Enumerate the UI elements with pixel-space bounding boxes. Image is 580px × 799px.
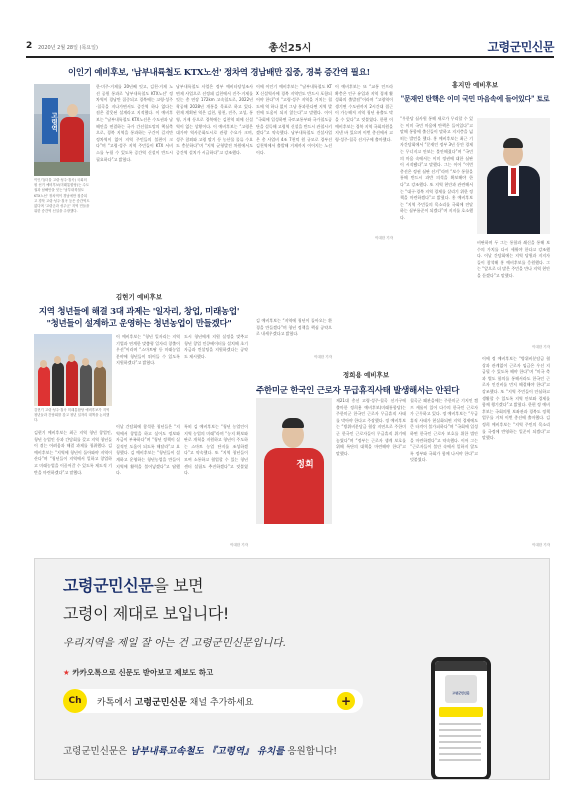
article1-photo xyxy=(34,84,90,176)
article1-headline: 이인기 예비후보, '남부내륙철도 KTX노선' 정차역 경남배만 집중, 경북 증간역 필요! xyxy=(68,68,370,78)
smartphone-image: 고령군민신문 xyxy=(431,657,491,780)
article4-column-1: 제21대 총선 고령·성주·칠곡 선거구에 출마한 정희용 예비후보(미래통합당)는 주한미군 한국인 근로자 무급휴직 사태를 막아야 한다고 주장했다. 정 예비후보는 “방위비분담금 협상 지연으로 주한미군 한국인 근로자들이 무급휴직 위기에 놓였다”며 “정부는 근로자 생계 보호를 위해 특단의 대책을 마련해야 한다”고 말했다. xyxy=(336,398,406,456)
article1-caption: 이인기(더불 고령·성주·칠곡) 국회의원 선거 예비후보(미래통합당)는 수도권과 남해안을 잇는 '남부내륙철도 KTX노선' 정차역이 경남에만 집중되고 경북 고령·성주·칠곡 등은 증간역도 없다며 '고령군과 성주군' 지역 민들을 위한 증간역 신설을 주장했다. xyxy=(34,178,90,214)
article4-headline: 주한미군 한국인 근로자 무급휴직사태 발생해서는 안된다 xyxy=(256,386,460,396)
add-channel-icon[interactable]: + xyxy=(337,692,355,710)
article1-column-1: 한·미주·거제를 20년째 잇고, 김천·거제 노선 공원 통과로 '남부내륙철도 KTX노선' 정차역이 경남만 집중되고 경북에는 고령·성주·칠곡을 지나가면서도 증간역 하나 없다는 점은 잘못된 설계라고 지적했다. 이 예비후보는 “남부내륙철도 KTX노선은 수도권과 남해안을 연결하는 국가 간선철도망의 핵심축으로, 경북 지역을 통과하는 구간이 길지만 정차역이 없어 지역 주민들의 불편이 크다”며 “고령·성주 지역 주민들이 KTX 서비스를 누릴 수 있도록 증간역 신설이 반드시 필요하다”고 밝혔다. xyxy=(96,84,173,162)
star-icon: ★ xyxy=(63,668,70,677)
article3-column-2: 도시 청년에게 지원 실정을 맞추고 청년 창업 인큐베이터를 설치해 초기 자금과 컨설팅을 지원하겠다는 공약도 제시했다. xyxy=(184,334,248,359)
article3-column-5: 김 예비후보는 “지역에 청년이 돌아오는 환경을 만들겠다”며 청년 정책을 핵심 공약으로 내세우겠다고 밝혔다. xyxy=(256,318,332,337)
ad-kakao-line: ★ 카카오톡으로 신문도 받아보고 제보도 하고 xyxy=(63,668,214,677)
kakao-channel-text: 카톡에서 고령군민신문 채널 추가하세요 xyxy=(97,698,254,708)
article2-byline: 이대한 기자 xyxy=(531,345,550,349)
article3-column-3: 이날 간담회에 참석한 청년들은 “지역에서 창업을 하고 싶어도 정보와 자금이 부족하다”며 “청년 정책이 실질적인 도움이 되도록 해달라”고 요청했다. 김 예비후보는 “청년들이 설계하고 운영하는 청년농업을 만들어 지역에 활력을 불어넣겠다”고 답했다. xyxy=(116,424,180,476)
article3-kicker: 김현기 예비후보 xyxy=(115,293,163,301)
station-sign: 고령역 xyxy=(42,98,58,144)
article3-column-4: 특히 김 예비후보는 “청년 농업인이 지역 농업의 미래”라며 “농지 확보와 판로 개척을 지원하고 청년이 주도하는 스마트 농업 단지를 조성하겠다”고 약속했다. 또 “지역 청년들이 모여 소통하고 협업할 수 있는 청년센터 설립도 추진하겠다”고 덧붙였다. xyxy=(184,424,248,476)
article3-group-photo xyxy=(34,334,112,406)
issue-date: 2020년 2월 28일 (목요일) xyxy=(38,45,98,51)
ad-headline-1: 고령군민신문을 보면 xyxy=(63,576,204,595)
article2-column-1: “우한당 심사원 통해 새로가 무리할 수 있는 이미 국민 마음에 탄핵은 들어있다”고 말해 통합에 출신들이 말하고 지지층을 넓히는 발언을 했다. 홍 예비후보는 최근 기자간담회에서 “문재인 정부 3년 동안 경제는 무너지고 안보는 불안해졌다”며 “국민의 마음 속에서는 이미 정권에 대한 심판이 시작됐다”고 말했다. 그는 이어 “이번 총선은 정권 심판 선거”라며 “보수 통합을 통해 반드시 과반 의석을 확보해야 한다”고 강조했다. 또 지역 현안과 관련해서는 “대구·경북 지역 경제를 살리기 위한 정책을 마련하겠다”고 밝혔다. 홍 예비후보는 “지역 주민들의 목소리를 국회에 전달하는 심부름꾼이 되겠다”며 지지를 호소했다. xyxy=(400,116,473,220)
article4-column-3: 이에 정 예비후보는 “방위비분담금 협상과 관계없이 근로자 임금은 우선 지급될 수 있도록 해야 한다”며 “미국 측과 별도 합의를 통해서라도 한국인 근로자 인건비를 먼저 해결해야 한다”고 강조했다. 또 “지역 주민들이 안심하고 생활할 수 있도록 지역 안보와 경제를 함께 챙기겠다”고 밝혔다. 한편 정 예비후보는 국회의원 보좌관과 경북도 정책 업무를 거쳐 이번 총선에 출마했다. 김정희 예비후보는 “지역 주민의 목소리를 국정에 반영하는 일꾼이 되겠다”고 말했다. xyxy=(482,356,550,441)
ad-headline-2: 고령이 제대로 보입니다! xyxy=(63,604,229,623)
article3-caption: 김현기 고령·성주·칠곡 미래통합당 예비후보가 지역 청년들과 간담회를 갖고 청년 일자리 대책을 논의했다. xyxy=(34,408,110,422)
ad-subline: 우리지역을 제일 잘 아는 건 고령군민신문입니다. xyxy=(63,637,286,649)
article2-kicker: 홍지만 예비후보 xyxy=(451,81,499,89)
article3-headline: 지역 청년들에 해결 3대 과제는 '일자리, 창업, 미래농업' "청년들이 설계하고 운영하는 청년농업이 만들겠다" xyxy=(38,307,240,329)
article4-byline: 이대한 기자 xyxy=(531,543,550,547)
article1-column-2: 남부내륙철도 사업은 정부 예비타당성조사 면제 사업으로 선정돼 김천에서 진주·거제를 잇는 총 연장 172km 고속철도로, 2022년 착공해 2028년 개통을 목표로 하고 있다. 현재 계획된 역은 김천, 합천, 진주, 고성, 통영, 거제 등으로 경북에는 김천역 외에 신설역이 없는 상황이다. 이 예비후보는 “고령은 대가야 역사문화도시로 관광 수요가 크며, 성주 참외와 고령 딸기 등 농산물 물류 수요도 충분하다”며 “지역 균형발전 차원에서도 증간역 설치가 시급하다”고 강조했다. xyxy=(176,84,253,155)
article4-column-2: 칠곡군 왜관읍에는 주한미군 기지인 캠프 캐롤이 있어 다수의 한국인 근로자가 근무하고 있다. 정 예비후보는 “무급휴직 사태가 현실화되면 지역 경제에도 큰 타격이 불가피하다”며 “국회에 입성하면 한국인 근로자 보호를 위한 법안을 마련하겠다”고 약속했다. 이어 그는 “근로자들이 불안 속에서 일하지 않도록 정부와 국회가 함께 나서야 한다”고 덧붙였다. xyxy=(410,398,478,463)
article3-column-1: 이 예비후보는 “청년 일자리는 지역 기업과 연계한 맞춤형 일자리 창출이 우선”이라며 “스마트팜 등 미래농업 분야에 청년들이 뛰어들 수 있도록 지원하겠다”고 밝혔다. xyxy=(116,334,180,366)
candidate-name-sash: 정희 xyxy=(296,460,314,470)
article1-column-4: 이 예비후보는 또 “교통 인프라 확충은 인구 유입과 지역 경제 활성화의 출발점”이라며 “고령역이 생기면 수도권까지 2시간대 접근이 가능해져 지역 청년 유출도 막을 수 있다”고 덧붙였다. 한편 이 예비후보는 경북 지역 국회의원을 지낸 바 있으며 이번 총선에서 고령·성주·칠곡 선거구에 출마했다. xyxy=(335,84,393,142)
article2-photo xyxy=(477,118,550,234)
ad-footer: 고령군민신문은 남부내륙고속철도 『고령역』 유치를 응원합니다! xyxy=(63,746,338,757)
article2-column-2: 비판하며 두 그는 통합과 쇄신을 통해 보수의 가치를 다시 세워야 한다고 강조했다. 이날 간담회에는 지역 당원과 지지자들이 참석해 홍 예비후보를 응원했다. 그는 “앞으로 더 많은 주민을 만나 지역 현안을 듣겠다”고 말했다. xyxy=(477,240,550,278)
article4-photo xyxy=(256,398,332,524)
newspaper-advertisement xyxy=(34,558,550,780)
newspaper-logo: 고령군민신문 xyxy=(487,40,554,54)
page-header xyxy=(26,36,554,58)
article1-byline: 이대한 기자 xyxy=(374,236,393,240)
page-number: 2 xyxy=(26,41,33,51)
article1-column-3: 이에 이인기 예비후보는 “남부내륙철도 KTX 신설역사에 경북 지역민도 반드시 포함되어야 한다”며 “고령·성주 지역을 거치는 철도에 역 하나 없이 그냥 통과한다면 지역 발전에 도움이 되지 않는다”고 말했다. 이어 “국회에 입성하면 국토교통부와 국가철도공단을 설득해 고령역 신설을 반드시 관철시키겠다”고 약속했다. 남부내륙철도 건설사업은 총 사업비 4조 7천억 원 규모로 경부선 김천역에서 출발해 거제까지 이어지는 노선이다. xyxy=(256,84,332,155)
kakao-channel-icon: Ch xyxy=(63,689,87,713)
article3-column-0: 김현기 예비후보는 최근 지역 청년 창업인, 청년 농업인 등과 간담회를 갖고 지역 청년들이 겪는 어려움과 해결 과제를 청취했다. 김 예비후보는 “지역에 청년이 돌아와야 지역이 산다”며 “청년들이 지역에서 일하고 창업하고 미래농업을 이끌어갈 수 있도록 제도적 기반을 마련하겠다”고 말했다. xyxy=(34,430,112,475)
section-title: 총선25시 xyxy=(268,43,312,54)
article3-byline-2: 이대한 기자 xyxy=(313,355,332,359)
article2-headline: "문재인 탄핵은 이미 국민 마음속에 들어있다" 토로 xyxy=(400,94,550,103)
article3-byline: 이대한 기자 xyxy=(229,543,248,547)
article4-kicker: 정희용 예비후보 xyxy=(342,371,390,379)
